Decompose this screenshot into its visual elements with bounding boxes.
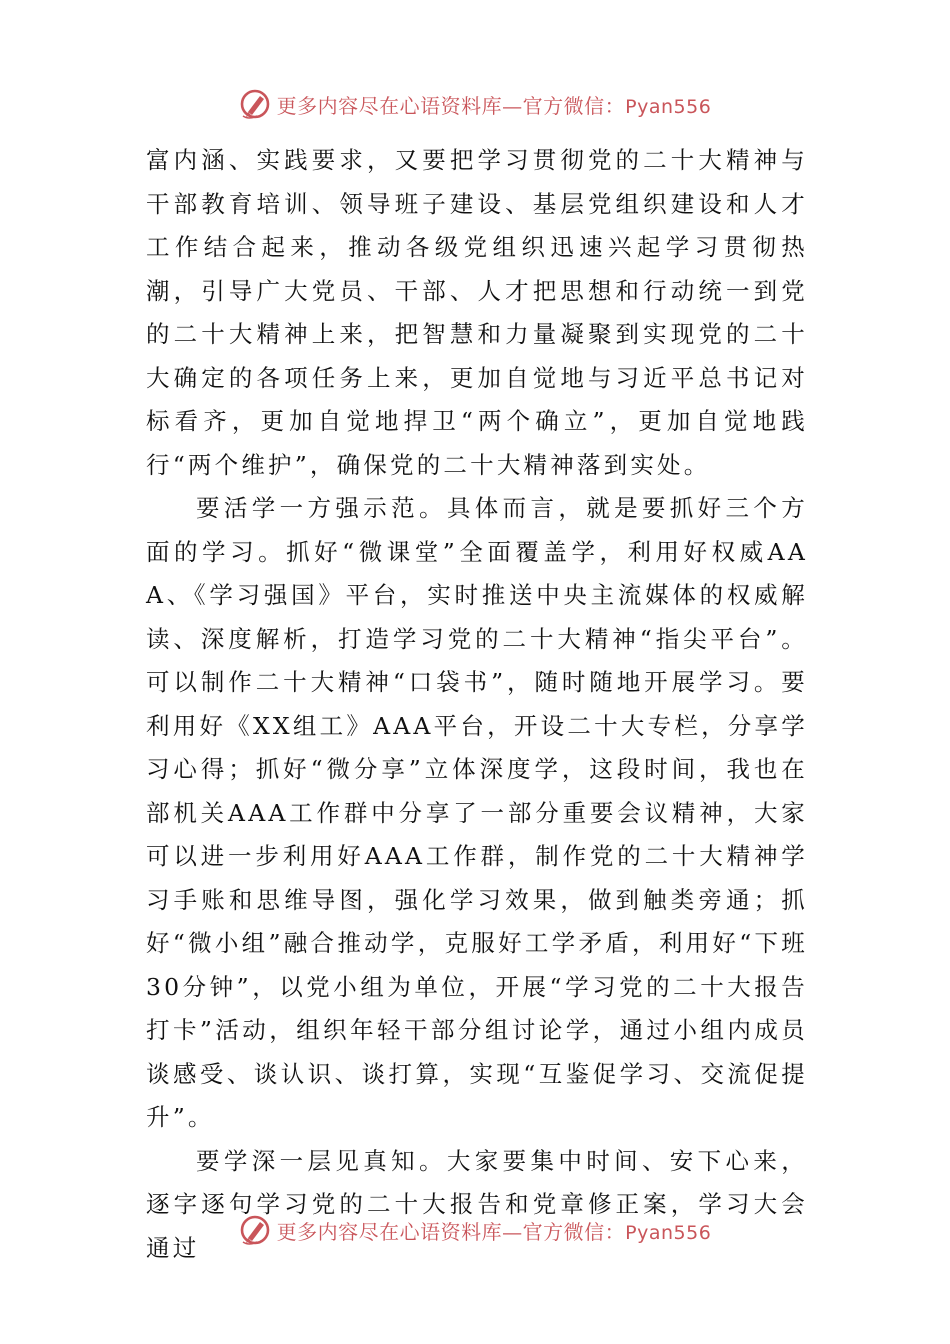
watermark-text: 更多内容尽在心语资料库—官方微信：Pyan556	[276, 1219, 712, 1244]
watermark-wechat-id: Pyan556	[625, 95, 712, 118]
watermark-text: 更多内容尽在心语资料库—官方微信：Pyan556	[276, 93, 712, 118]
watermark-header	[0, 84, 950, 124]
watermark-wechat-id: Pyan556	[625, 1221, 712, 1244]
paragraph-2: 要活学一方强示范。具体而言，就是要抓好三个方面的学习。抓好“微课堂”全面覆盖学，利用好权威AAA、《学习强国》平台，实时推送中央主流媒体的权威解读、深度解析，打造学习党的二十大精神“指尖平台”。可以制作二十大精神“口袋书”，随时随地开展学习。要利用好《XX组工》AAA平台，开设二十大专栏，分享学习心得；抓好“微分享”立体深度学，这段时间，我也在部机关AAA工作群中分享了一部分重要会议精神，大家可以进一步利用好AAA工作群，制作党的二十大精神学习手账和思维导图，强化学习效果，做到触类旁通；抓好“微小组”融合推动学，克服好工学矛盾，利用好“下班30分钟”，以党小组为单位，开展“学习党的二十大报告打卡”活动，组织年轻干部分组讨论学，通过小组内成员谈感受、谈认识、谈打算，实现“互鉴促学习、交流促提升”。	[146, 494, 808, 1131]
watermark-footer	[0, 1210, 950, 1250]
document-body	[146, 139, 808, 1270]
paragraph-3: 要学深一层见真知。大家要集中时间、安下心来，逐字逐句学习党的二十大报告和党章修正案，学习大会通过	[146, 1146, 808, 1262]
pen-nib-logo-icon	[239, 1213, 273, 1247]
paragraph-1: 富内涵、实践要求，又要把学习贯彻党的二十大精神与干部教育培训、领导班子建设、基层党组织建设和人才工作结合起来，推动各级党组织迅速兴起学习贯彻热潮，引导广大党员、干部、人才把思想和行动统一到党的二十大精神上来，把智慧和力量凝聚到实现党的二十大确定的各项任务上来，更加自觉地与习近平总书记对标看齐，更加自觉地捍卫“两个确立”，更加自觉地践行“两个维护”，确保党的二十大精神落到实处。	[146, 146, 808, 479]
pen-nib-logo-icon	[239, 87, 273, 121]
